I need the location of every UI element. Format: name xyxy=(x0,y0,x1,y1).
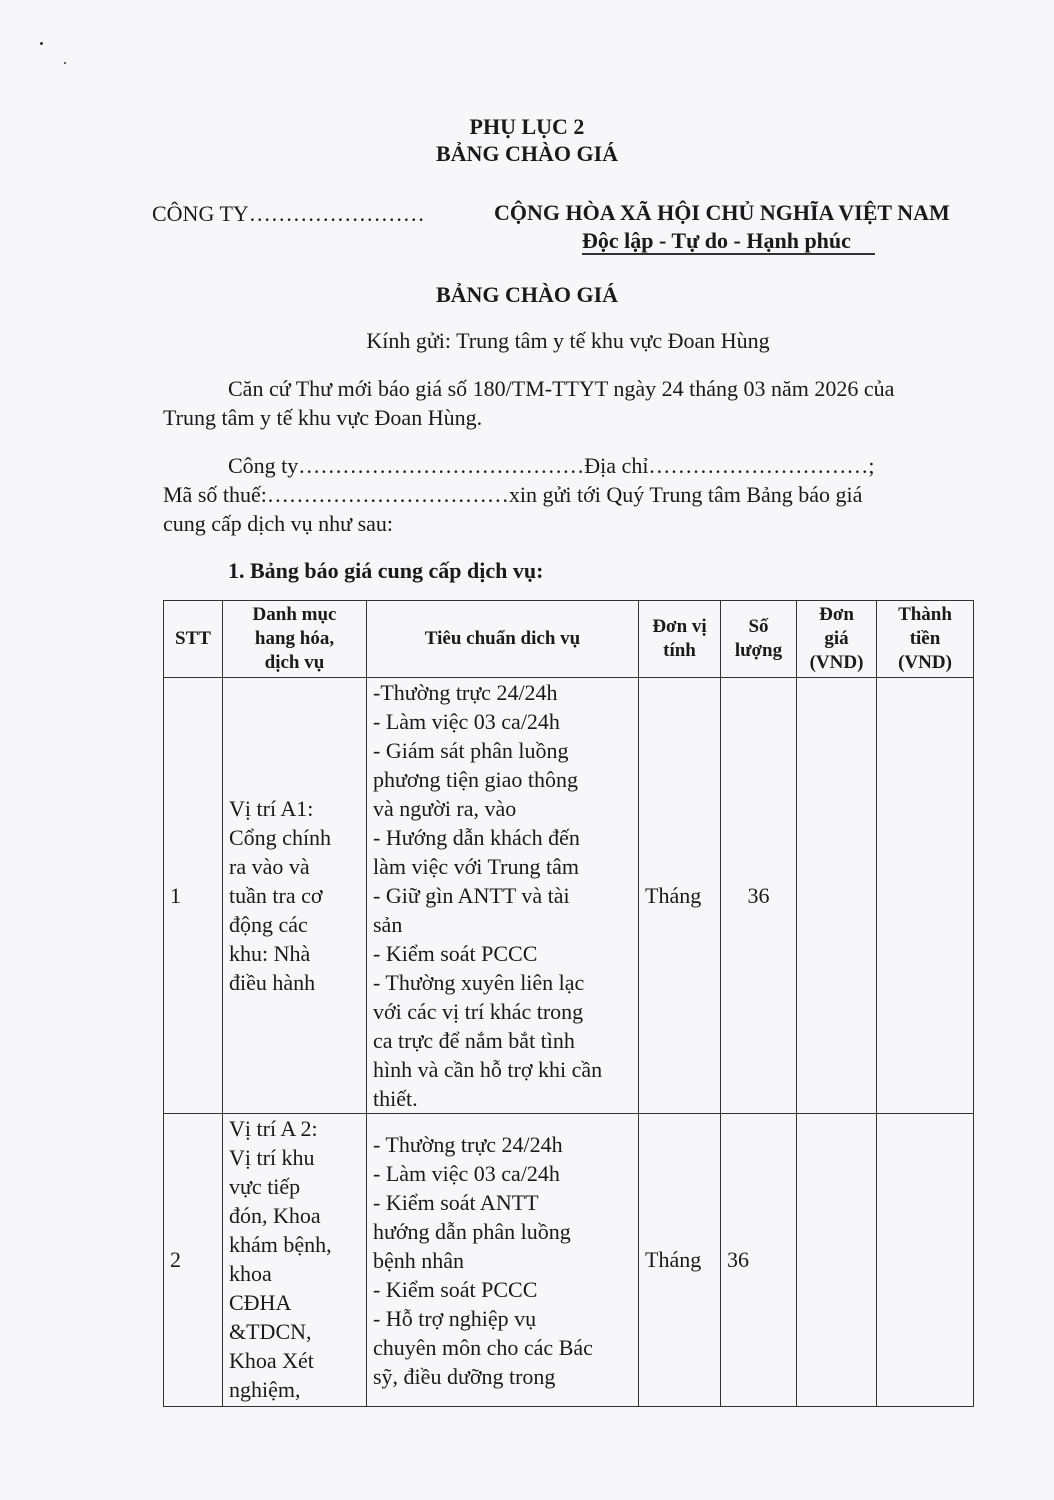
row-price xyxy=(797,1114,877,1407)
quote-table xyxy=(163,600,974,1407)
tax-line: Mã số thuế:……………………………xin gửi tới Quý Trung tâm Bảng báo giá xyxy=(163,482,863,507)
table-row xyxy=(164,1114,974,1407)
header-standard: Tiêu chuẩn dich vụ xyxy=(367,601,639,678)
row-total xyxy=(877,678,974,1114)
motto-underline xyxy=(582,253,875,255)
row-qty: 36 xyxy=(721,678,797,1114)
doc-title: BẢNG CHÀO GIÁ xyxy=(435,282,619,307)
header-qty: Số lượng xyxy=(721,601,797,678)
row-unit: Tháng xyxy=(639,678,721,1114)
basis-line-2: Trung tâm y tế khu vực Đoan Hùng. xyxy=(163,405,483,430)
row-unit: Tháng xyxy=(639,1114,721,1407)
scan-speck xyxy=(40,42,43,45)
row-price xyxy=(797,678,877,1114)
appendix-subtitle: BẢNG CHÀO GIÁ xyxy=(435,141,619,166)
scan-speck xyxy=(64,62,66,64)
header-price: Đơn giá (VND) xyxy=(797,601,877,678)
nation-title: CỘNG HÒA XÃ HỘI CHỦ NGHĨA VIỆT NAM xyxy=(494,200,950,225)
recipient: Kính gửi: Trung tâm y tế khu vực Đoan Hùng xyxy=(366,328,770,353)
header-total: Thành tiền (VND) xyxy=(877,601,974,678)
header-category: Danh mục hang hóa, dịch vụ xyxy=(223,601,367,678)
row-standard: - Thường trực 24/24h - Làm việc 03 ca/24h - Kiểm soát ANTT hướng dẫn phân luồng bệnh nhân - Kiểm soát PCCC - Hỗ trợ nghiệp vụ chuyên môn cho các Bác sỹ, điều dưỡng trong xyxy=(367,1114,639,1407)
row-category: Vị trí A1: Cổng chính ra vào và tuần tra cơ động các khu: Nhà điều hành xyxy=(223,678,367,1114)
motto: Độc lập - Tự do - Hạnh phúc xyxy=(582,228,851,253)
header-stt: STT xyxy=(164,601,223,678)
table-header-row xyxy=(164,601,974,678)
row-stt: 2 xyxy=(164,1114,223,1407)
table-row xyxy=(164,678,974,1114)
header-unit: Đơn vị tính xyxy=(639,601,721,678)
basis-line-1: Căn cứ Thư mới báo giá số 180/TM-TTYT ngày 24 tháng 03 năm 2026 của xyxy=(228,376,895,401)
company-label: CÔNG TY…………………… xyxy=(152,201,425,226)
section-heading: 1. Bảng báo giá cung cấp dịch vụ: xyxy=(228,558,544,583)
row-category: Vị trí A 2: Vị trí khu vực tiếp đón, Khoa khám bệnh, khoa CĐHA &TDCN, Khoa Xét nghiệm, xyxy=(223,1114,367,1407)
row-stt: 1 xyxy=(164,678,223,1114)
row-total xyxy=(877,1114,974,1407)
service-line: cung cấp dịch vụ như sau: xyxy=(163,511,394,536)
company-line: Công ty…………………………………Địa chỉ…………………………; xyxy=(228,453,875,478)
row-standard: -Thường trực 24/24h - Làm việc 03 ca/24h - Giám sát phân luồng phương tiện giao thông và người ra, vào - Hướng dẫn khách đến làm việc với Trung tâm - Giữ gìn ANTT và tài sản - Kiểm soát PCCC - Thường xuyên liên lạc với các vị trí khác trong ca trực để nắm bắt tình hình và cần hỗ trợ khi cần thiết. xyxy=(367,678,639,1114)
row-qty: 36 xyxy=(721,1114,797,1407)
appendix-title: PHỤ LỤC 2 xyxy=(469,114,585,139)
